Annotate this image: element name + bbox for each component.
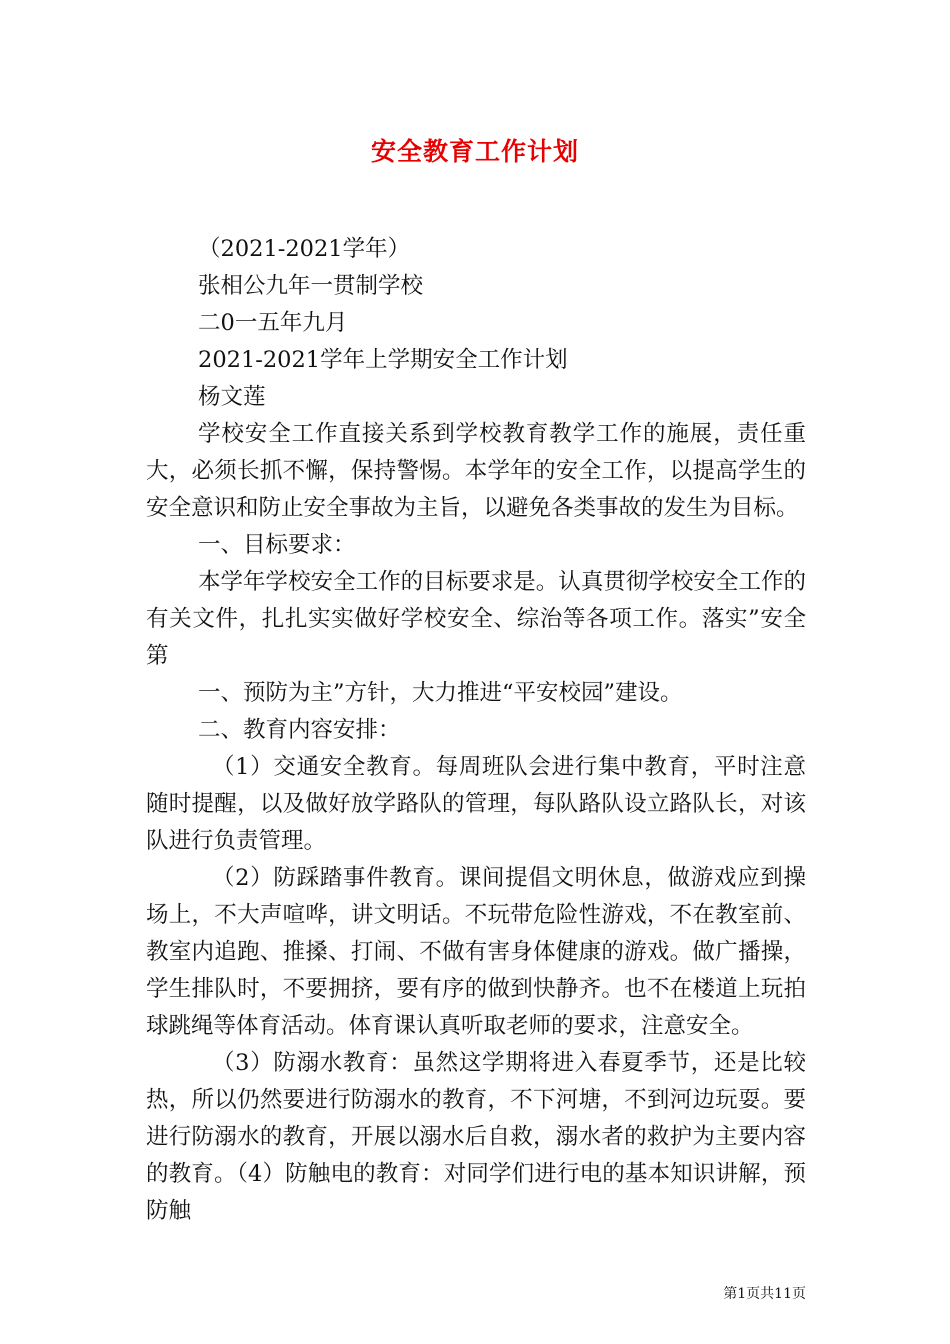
paragraph-author: 杨文莲 [198, 384, 266, 410]
document-body [146, 231, 806, 1230]
paragraph-traffic-safety: （1）交通安全教育。每周班队会进行集中教育，平时注意随时提醒，以及做好放学路队的管理，每队路队设立路队长，对该队进行负责管理。 [146, 754, 806, 854]
paragraph-plan-name: 2021-2021学年上学期安全工作计划 [198, 347, 568, 373]
heading-content: 二、教育内容安排： [198, 717, 401, 743]
paragraph-prevention: 一、预防为主”方针，大力推进“平安校园”建设。 [198, 680, 683, 706]
paragraph-school-year: （2021-2021学年） [198, 236, 411, 262]
paragraph-date: 二0一五年九月 [198, 310, 348, 336]
page-footer: 第1页共11页 [723, 1286, 806, 1302]
paragraph-drowning-safety: （3）防溺水教育：虽然这学期将进入春夏季节，还是比较热，所以仍然要进行防溺水的教育，不下河塘，不到河边玩耍。要进行防溺水的教育，开展以溺水后自救，溺水者的救护为主要内容的教育。（4）防触电的教育：对同学们进行电的基本知识讲解，预防触 [146, 1050, 806, 1224]
paragraph-stampede-safety: （2）防踩踏事件教育。课间提倡文明休息，做游戏应到操场上，不大声喧哗，讲文明话。不玩带危险性游戏，不在教室前、教室内追跑、推搡、打闹、不做有害身体健康的游戏。做广播操，学生排队时，不要拥挤，要有序的做到快静齐。也不在楼道上玩拍球跳绳等体育活动。体育课认真听取老师的要求，注意安全。 [146, 865, 806, 1039]
paragraph-school-name: 张相公九年一贯制学校 [198, 273, 424, 299]
paragraph-intro: 学校安全工作直接关系到学校教育教学工作的施展，责任重大，必须长抓不懈，保持警惕。本学年的安全工作，以提高学生的安全意识和防止安全事故为主旨，以避免各类事故的发生为目标。 [146, 421, 806, 521]
page-title: 安全教育工作计划 [370, 137, 579, 166]
paragraph-goals: 本学年学校安全工作的目标要求是。认真贯彻学校安全工作的有关文件，扎扎实实做好学校安全、综治等各项工作。落实”安全第 [146, 569, 806, 669]
heading-goals: 一、目标要求： [198, 532, 356, 558]
